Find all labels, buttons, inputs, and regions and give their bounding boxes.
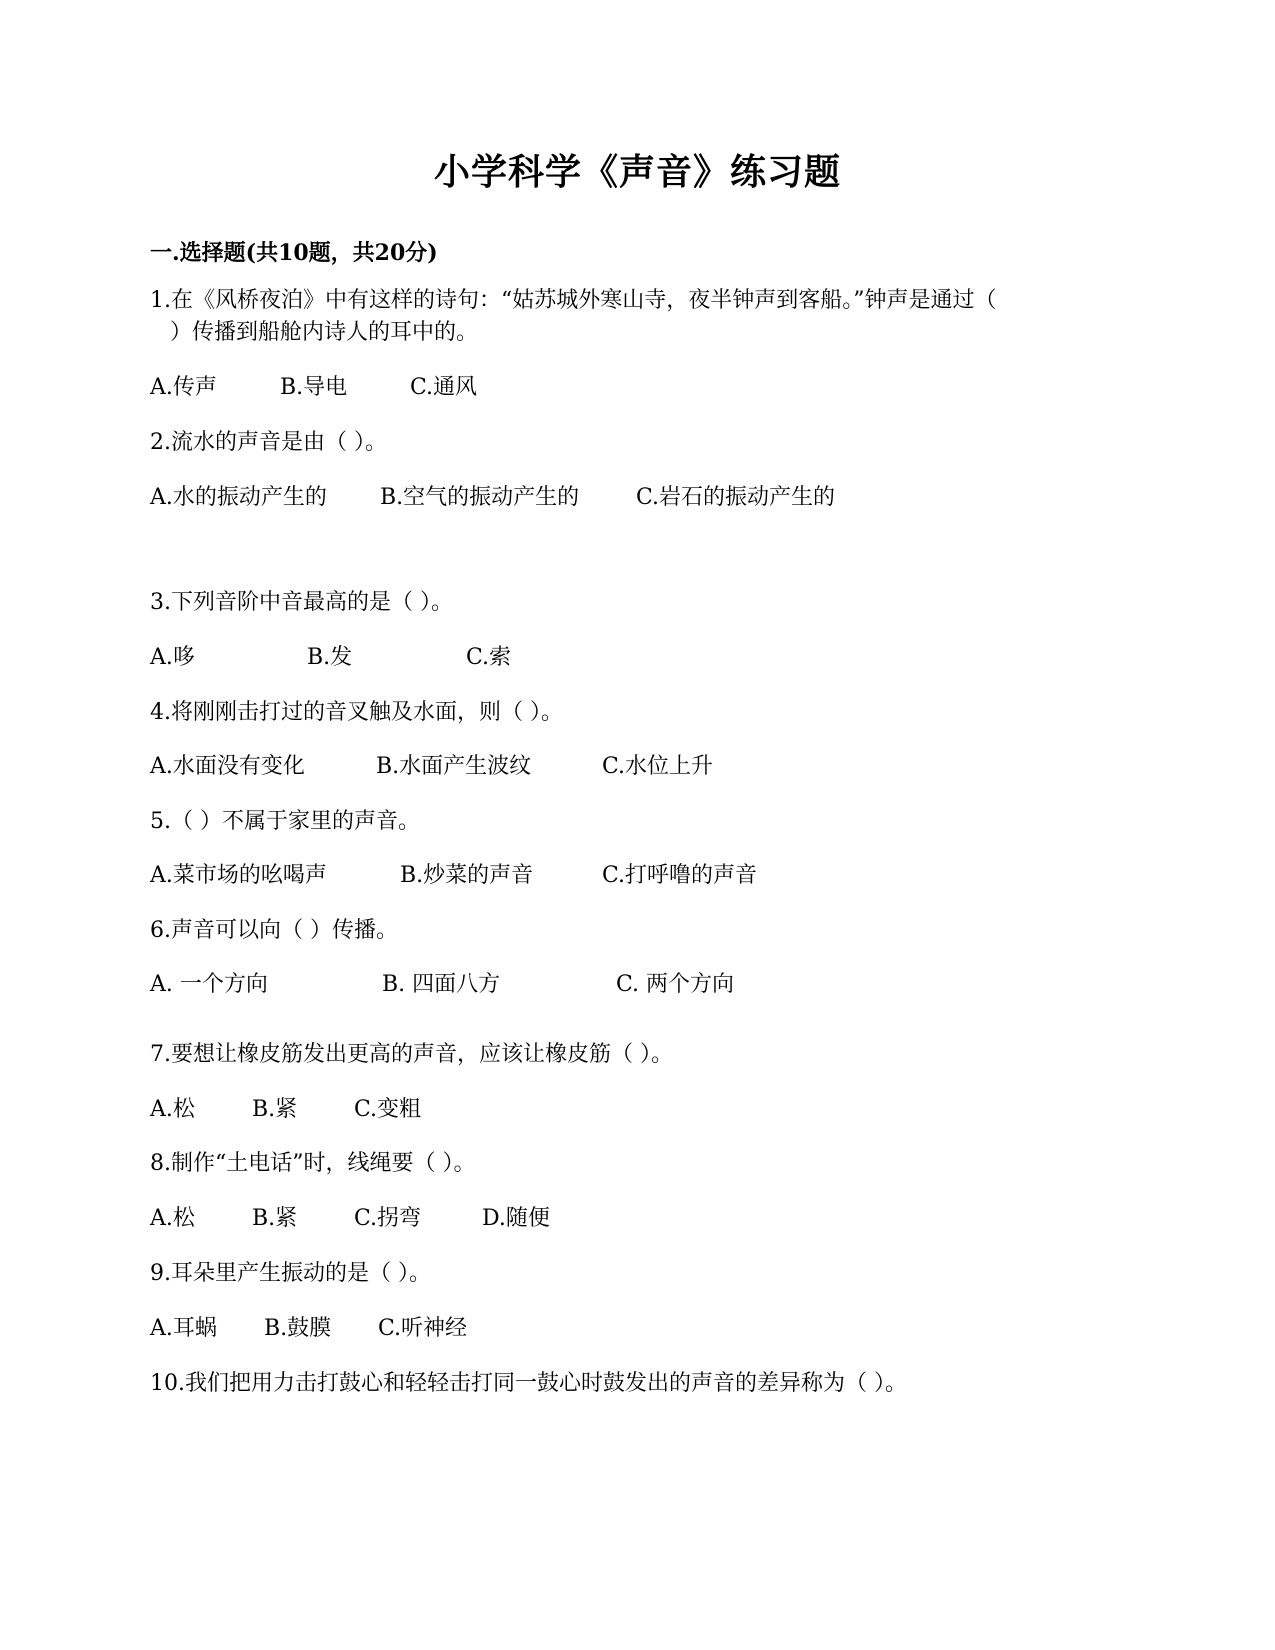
question-8-stem: 8.制作“土电话”时，线绳要（ ）。 xyxy=(150,1151,476,1176)
question-6-option-b: B. 四面八方 xyxy=(382,972,501,997)
question-4-stem: 4.将刚刚击打过的音叉触及水面，则（ ）。 xyxy=(150,700,563,725)
question-5-option-c: C.打呼噜的声音 xyxy=(602,863,758,888)
question-5-stem: 5.（ ）不属于家里的声音。 xyxy=(150,809,420,834)
question-1-option-a: A.传声 xyxy=(150,375,217,400)
question-6-option-a: A. 一个方向 xyxy=(150,972,268,997)
question-1-option-b: B.导电 xyxy=(280,375,348,400)
question-4-option-c: C.水位上升 xyxy=(602,754,714,779)
question-5-option-a: A.菜市场的吆喝声 xyxy=(150,863,327,888)
question-8-option-a: A.松 xyxy=(150,1206,195,1231)
question-2-option-c: C.岩石的振动产生的 xyxy=(636,485,836,510)
question-8-option-c: C.拐弯 xyxy=(354,1206,422,1231)
question-4-option-a: A.水面没有变化 xyxy=(150,754,305,779)
question-3-option-b: B.发 xyxy=(307,645,353,670)
question-7-option-c: C.变粗 xyxy=(354,1097,422,1122)
question-7-stem: 7.要想让橡皮筋发出更高的声音，应该让橡皮筋（ ）。 xyxy=(150,1042,673,1067)
question-6-stem: 6.声音可以向（ ）传播。 xyxy=(150,918,398,943)
question-3-stem: 3.下列音阶中音最高的是（ ）。 xyxy=(150,590,453,615)
question-9-stem: 9.耳朵里产生振动的是（ ）。 xyxy=(150,1261,431,1286)
question-9-option-b: B.鼓膜 xyxy=(264,1316,332,1341)
question-1-stem-line-1: 1.在《风桥夜泊》中有这样的诗句：“姑苏城外寒山寺，夜半钟声到客船。”钟声是通过（ xyxy=(150,288,997,313)
question-5-option-b: B.炒菜的声音 xyxy=(400,863,534,888)
question-2-option-a: A.水的振动产生的 xyxy=(150,485,327,510)
question-7-option-b: B.紧 xyxy=(252,1097,298,1122)
section-heading: 一.选择题(共10题，共20分) xyxy=(150,240,438,266)
question-6-option-c: C. 两个方向 xyxy=(616,972,735,997)
page-title: 小学科学《声音》练习题 xyxy=(433,151,841,193)
question-1-stem-line-2: ）传播到船舱内诗人的耳中的。 xyxy=(170,320,479,345)
question-2-stem: 2.流水的声音是由（ ）。 xyxy=(150,430,387,455)
question-3-option-a: A.哆 xyxy=(150,645,195,670)
question-3-option-c: C.索 xyxy=(466,645,512,670)
question-2-option-b: B.空气的振动产生的 xyxy=(380,485,580,510)
question-8-option-b: B.紧 xyxy=(252,1206,298,1231)
question-9-option-a: A.耳蜗 xyxy=(150,1316,217,1341)
question-8-option-d: D.随便 xyxy=(482,1206,550,1231)
question-1-option-c: C.通风 xyxy=(410,375,478,400)
question-4-option-b: B.水面产生波纹 xyxy=(376,754,532,779)
question-9-option-c: C.听神经 xyxy=(378,1316,468,1341)
question-10-stem: 10.我们把用力击打鼓心和轻轻击打同一鼓心时鼓发出的声音的差异称为（ ）。 xyxy=(150,1371,907,1396)
question-7-option-a: A.松 xyxy=(150,1097,195,1122)
